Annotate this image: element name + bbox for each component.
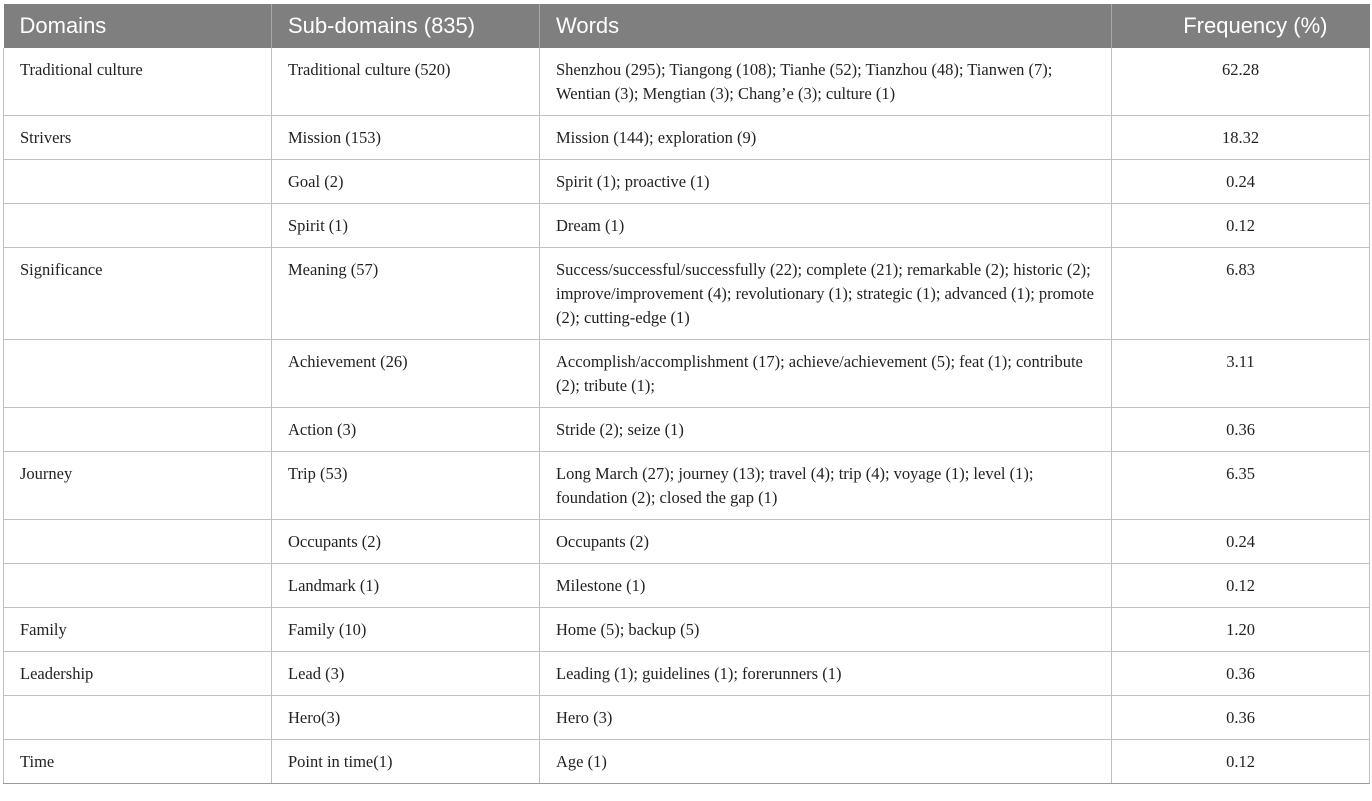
subdomain-cell: Traditional culture (520) (272, 48, 540, 116)
subdomain-cell: Lead (3) (272, 652, 540, 696)
subdomain-cell: Point in time(1) (272, 740, 540, 784)
domain-cell (4, 340, 272, 408)
words-cell: Mission (144); exploration (9) (540, 116, 1112, 160)
words-cell: Age (1) (540, 740, 1112, 784)
subdomain-cell: Mission (153) (272, 116, 540, 160)
frequency-cell: 0.36 (1112, 408, 1370, 452)
words-cell: Success/successful/successfully (22); complete (21); remarkable (2); historic (2); improve/improvement (4); revolutionary (1); strategic (1); advanced (1); promote (2); cutting-edge (1) (540, 248, 1112, 340)
words-cell: Milestone (1) (540, 564, 1112, 608)
words-cell: Leading (1); guidelines (1); forerunners (1) (540, 652, 1112, 696)
table-row (4, 696, 1370, 740)
table-row (4, 116, 1370, 160)
domain-cell: Leadership (4, 652, 272, 696)
words-cell: Stride (2); seize (1) (540, 408, 1112, 452)
domain-cell: Family (4, 608, 272, 652)
frequency-cell: 1.20 (1112, 608, 1370, 652)
table-row (4, 248, 1370, 340)
words-cell: Hero (3) (540, 696, 1112, 740)
table-row (4, 564, 1370, 608)
frequency-cell: 0.12 (1112, 564, 1370, 608)
frequency-cell: 6.35 (1112, 452, 1370, 520)
frequency-cell: 0.24 (1112, 160, 1370, 204)
table-row (4, 204, 1370, 248)
domain-cell (4, 204, 272, 248)
subdomain-cell: Action (3) (272, 408, 540, 452)
table-body (4, 48, 1370, 784)
table-row (4, 740, 1370, 784)
frequency-cell: 18.32 (1112, 116, 1370, 160)
header-row (4, 4, 1370, 48)
domain-cell: Journey (4, 452, 272, 520)
table-row (4, 48, 1370, 116)
table-row (4, 452, 1370, 520)
domain-cell: Strivers (4, 116, 272, 160)
frequency-cell: 6.83 (1112, 248, 1370, 340)
table-row (4, 408, 1370, 452)
header-words: Words (540, 4, 1112, 48)
table-row (4, 340, 1370, 408)
words-cell: Long March (27); journey (13); travel (4); trip (4); voyage (1); level (1); foundation (2); closed the gap (1) (540, 452, 1112, 520)
header-sub-domains: Sub-domains (835) (272, 4, 540, 48)
table-row (4, 652, 1370, 696)
table-row (4, 520, 1370, 564)
domain-cell (4, 408, 272, 452)
frequency-cell: 0.36 (1112, 696, 1370, 740)
frequency-cell: 0.12 (1112, 740, 1370, 784)
words-cell: Spirit (1); proactive (1) (540, 160, 1112, 204)
domain-cell: Significance (4, 248, 272, 340)
subdomain-cell: Trip (53) (272, 452, 540, 520)
domain-cell (4, 696, 272, 740)
words-cell: Dream (1) (540, 204, 1112, 248)
frequency-cell: 0.12 (1112, 204, 1370, 248)
header-domains: Domains (4, 4, 272, 48)
subdomain-cell: Hero(3) (272, 696, 540, 740)
frequency-cell: 0.36 (1112, 652, 1370, 696)
table-row (4, 160, 1370, 204)
domain-cell (4, 520, 272, 564)
subdomain-cell: Achievement (26) (272, 340, 540, 408)
subdomain-cell: Goal (2) (272, 160, 540, 204)
words-cell: Home (5); backup (5) (540, 608, 1112, 652)
domain-cell: Time (4, 740, 272, 784)
words-cell: Accomplish/accomplishment (17); achieve/achievement (5); feat (1); contribute (2); tribute (1); (540, 340, 1112, 408)
data-table (3, 4, 1370, 784)
words-cell: Occupants (2) (540, 520, 1112, 564)
domain-cell (4, 564, 272, 608)
frequency-cell: 3.11 (1112, 340, 1370, 408)
subdomain-cell: Landmark (1) (272, 564, 540, 608)
table-header (4, 4, 1370, 48)
frequency-cell: 0.24 (1112, 520, 1370, 564)
domain-cell (4, 160, 272, 204)
subdomain-cell: Family (10) (272, 608, 540, 652)
frequency-cell: 62.28 (1112, 48, 1370, 116)
words-cell: Shenzhou (295); Tiangong (108); Tianhe (52); Tianzhou (48); Tianwen (7); Wentian (3); Mengtian (3); Chang’e (3); culture (1) (540, 48, 1112, 116)
table-row (4, 608, 1370, 652)
domain-cell: Traditional culture (4, 48, 272, 116)
subdomain-cell: Meaning (57) (272, 248, 540, 340)
header-frequency: Frequency (%) (1112, 4, 1370, 48)
subdomain-cell: Spirit (1) (272, 204, 540, 248)
subdomain-cell: Occupants (2) (272, 520, 540, 564)
